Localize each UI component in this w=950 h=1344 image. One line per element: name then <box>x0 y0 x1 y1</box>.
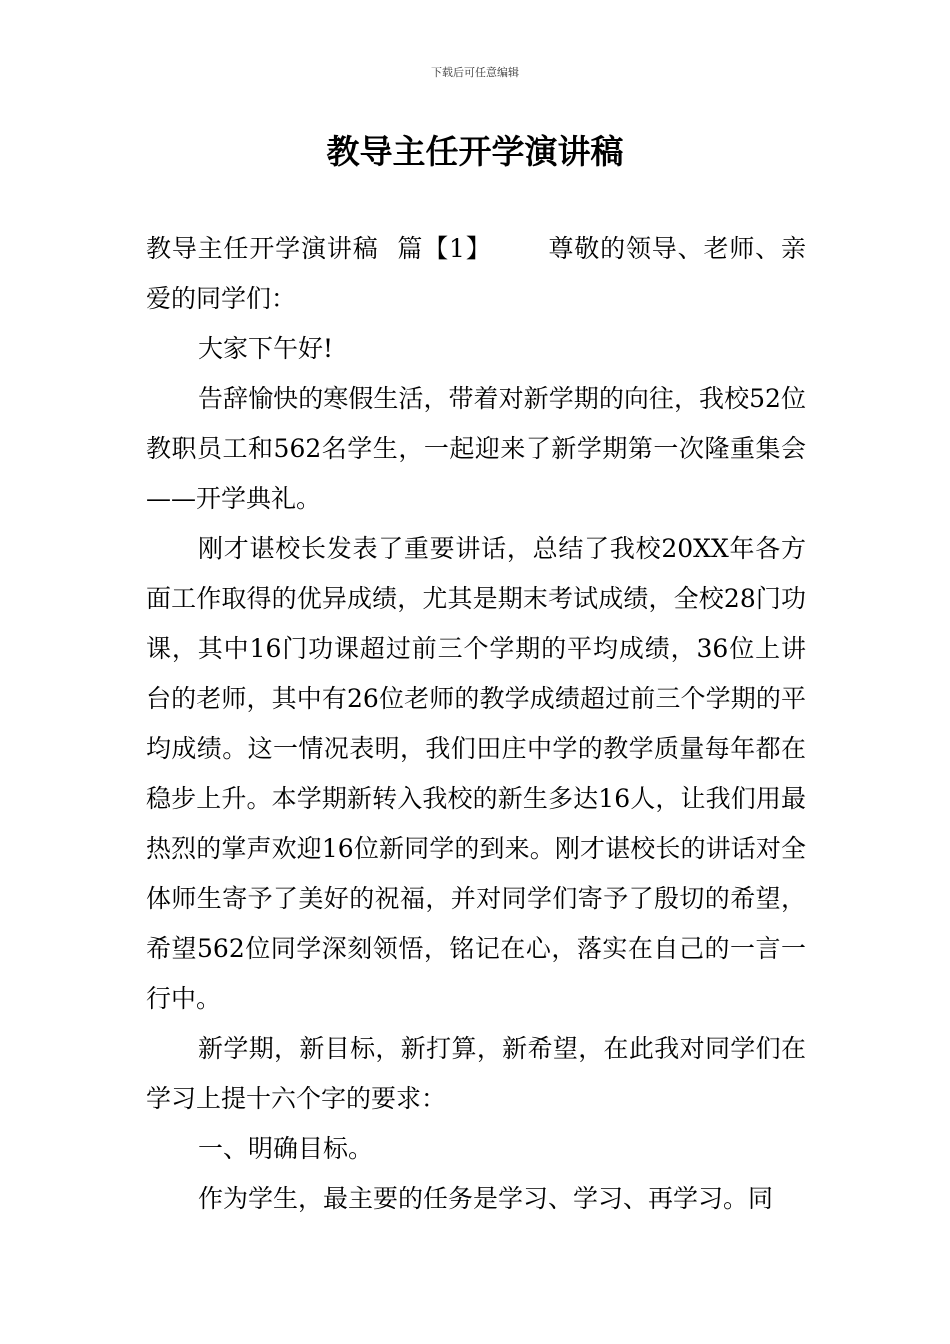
intro-salutation: 尊敬的领导、老师、亲爱的同学们： <box>146 234 806 313</box>
header-note: 下载后可任意编辑 <box>431 66 519 79</box>
paragraph-review: 刚才谌校长发表了重要讲话，总结了我校20XX年各方面工作取得的优异成绩，尤其是期末考试成绩，全校28门功课，其中16门功课超过前三个学期的平均成绩，36位上讲台的老师，其中有26位老师的教学成绩超过前三个学期的平均成绩。这一情况表明，我们田庄中学的教学质量每年都在稳步上升。本学期新转入我校的新生多达16人，让我们用最热烈的掌声欢迎16位新同学的到来。刚才谌校长的讲话对全体师生寄予了美好的祝福，并对同学们寄予了殷切的希望，希望562位同学深刻领悟，铭记在心，落实在自己的一言一行中。 <box>146 534 806 1013</box>
document-body <box>146 224 806 1224</box>
document-title: 教导主任开学演讲稿 <box>326 132 624 171</box>
paragraph-requirements: 新学期，新目标，新打算，新希望，在此我对同学们在学习上提十六个字的要求： <box>146 1034 806 1113</box>
intro-paragraph <box>146 224 806 324</box>
intro-section-number: 篇【1】 <box>396 234 492 263</box>
paragraph-greeting: 大家下午好! <box>198 334 334 363</box>
paragraph-heading-goal: 一、明确目标。 <box>198 1134 374 1163</box>
intro-title: 教导主任开学演讲稿 <box>146 234 379 263</box>
paragraph-opening: 告辞愉快的寒假生活，带着对新学期的向往，我校52位教职员工和562名学生，一起迎来了新学期第一次隆重集会——开学典礼。 <box>146 384 806 513</box>
paragraph-goal-text: 作为学生，最主要的任务是学习、学习、再学习。同 <box>198 1184 774 1213</box>
